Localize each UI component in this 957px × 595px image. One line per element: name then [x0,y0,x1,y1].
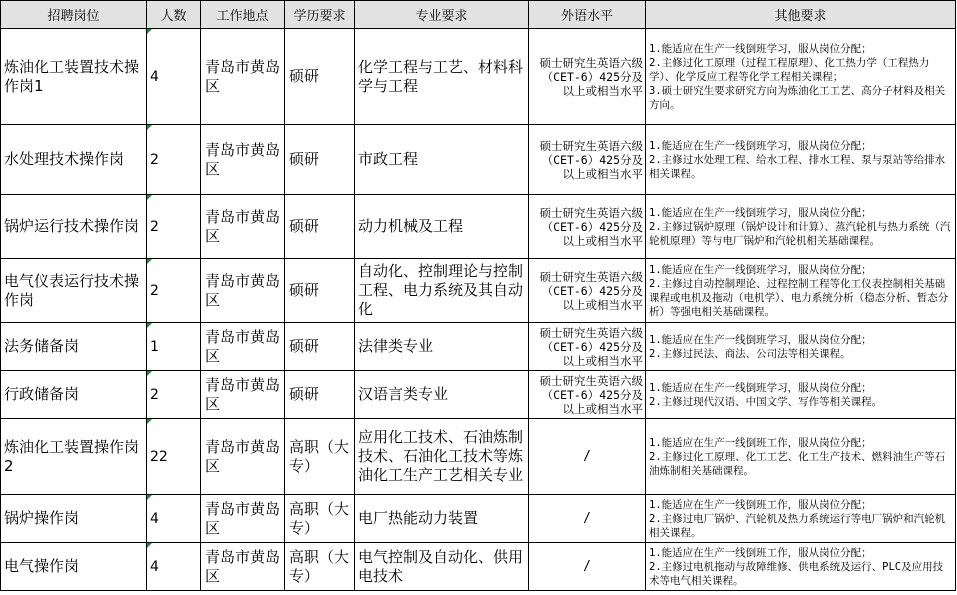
requirement-line: 1.能适应在生产一线倒班工作，服从岗位分配； [649,498,872,511]
requirement-line: 2.主修过锅炉原理（锅炉设计和计算）、蒸汽轮机与热力系统（汽轮机原理）等与电厂锅炉和汽轮机相关基础课程。 [649,220,951,247]
position-cell: 锅炉运行技术操作岗 [1,195,147,259]
requirement-line: 1.能适应在生产一线倒班工作，服从岗位分配； [649,436,872,449]
education-cell: 高职（大专） [285,419,355,495]
other-requirements-cell [646,259,956,323]
language-cell: 硕士研究生英语六级（CET-6）425分及以上或相当水平 [529,195,646,259]
major-cell: 汉语言类专业 [355,371,529,419]
requirement-line: 1.能适应在生产一线倒班学习，服从岗位分配； [649,42,872,55]
position-cell: 水处理技术操作岗 [1,125,147,195]
count-cell: 1 [147,323,201,371]
major-cell: 化学工程与工艺、材料科学与工程 [355,29,529,125]
count-cell: 22 [147,419,201,495]
header-location: 工作地点 [201,1,285,29]
location-cell: 青岛市黄岛区 [201,125,285,195]
education-cell: 硕研 [285,125,355,195]
education-cell: 硕研 [285,195,355,259]
requirement-line: 1.能适应在生产一线倒班学习，服从岗位分配； [649,333,872,346]
requirement-line: 2.主修过化工原理、化工工艺、化工生产技术、燃料油生产等石油炼制相关基础课程。 [649,450,946,477]
major-cell: 法律类专业 [355,323,529,371]
table-row [1,419,956,495]
count-cell: 4 [147,29,201,125]
header-position: 招聘岗位 [1,1,147,29]
language-cell: 硕士研究生英语六级（CET-6）425分及以上或相当水平 [529,371,646,419]
language-cell: / [529,419,646,495]
education-cell: 硕研 [285,371,355,419]
header-other: 其他要求 [646,1,956,29]
count-cell: 4 [147,543,201,591]
requirement-line: 2.主修过自动控制理论、过程控制工程等化工仪表控制相关基础课程或电机及拖动（电机学）、电力系统分析（稳态分析、暂态分析）等强电相关基础课程。 [649,277,949,318]
table-row [1,495,956,543]
other-requirements-cell [646,195,956,259]
requirement-line: 1.能适应在生产一线倒班学习，服从岗位分配； [649,381,872,394]
other-requirements-cell [646,419,956,495]
header-row [1,1,956,29]
requirement-line: 2.主修过电厂锅炉、汽轮机及热力系统运行等电厂锅炉和汽轮机相关课程。 [649,512,946,539]
table-row [1,323,956,371]
header-language: 外语水平 [529,1,646,29]
count-cell: 2 [147,371,201,419]
education-cell: 高职（大专） [285,543,355,591]
other-requirements-cell [646,29,956,125]
table-row [1,259,956,323]
other-requirements-cell [646,125,956,195]
requirement-line: 2.主修过水处理工程、给水工程、排水工程、泵与泵站等给排水相关课程。 [649,153,946,180]
position-cell: 电气仪表运行技术操作岗 [1,259,147,323]
header-education: 学历要求 [285,1,355,29]
position-cell: 法务储备岗 [1,323,147,371]
location-cell: 青岛市黄岛区 [201,495,285,543]
position-cell: 炼油化工装置操作岗2 [1,419,147,495]
requirement-line: 2.主修过民法、商法、公司法等相关课程。 [649,347,851,360]
language-cell: 硕士研究生英语六级（CET-6）425分及以上或相当水平 [529,259,646,323]
table-row [1,543,956,591]
table-row [1,195,956,259]
position-cell: 电气操作岗 [1,543,147,591]
count-cell: 2 [147,125,201,195]
location-cell: 青岛市黄岛区 [201,419,285,495]
requirement-line: 1.能适应在生产一线倒班工作，服从岗位分配； [649,546,872,559]
position-cell: 炼油化工装置技术操作岗1 [1,29,147,125]
requirement-line: 2.主修过电机拖动与故障维修、供电系统及运行、PLC及应用技术等电气相关课程。 [649,560,944,587]
count-cell: 4 [147,495,201,543]
table-row [1,371,956,419]
requirement-line: 1.能适应在生产一线倒班学习，服从岗位分配； [649,263,872,276]
major-cell: 自动化、控制理论与控制工程、电力系统及其自动化 [355,259,529,323]
education-cell: 硕研 [285,29,355,125]
education-cell: 高职（大专） [285,495,355,543]
language-cell: 硕士研究生英语六级（CET-6）425分及以上或相当水平 [529,29,646,125]
language-cell: 硕士研究生英语六级（CET-6）425分及以上或相当水平 [529,125,646,195]
table-row [1,125,956,195]
major-cell: 市政工程 [355,125,529,195]
requirement-line: 1.能适应在生产一线倒班学习，服从岗位分配； [649,139,872,152]
requirement-line: 2.主修过化工原理（过程工程原理）、化工热力学（工程热力学）、化学反应工程等化学工程相关课程； [649,56,930,83]
count-cell: 2 [147,195,201,259]
language-cell: 硕士研究生英语六级（CET-6）425分及以上或相当水平 [529,323,646,371]
requirement-line: 1.能适应在生产一线倒班学习，服从岗位分配； [649,206,872,219]
other-requirements-cell [646,495,956,543]
location-cell: 青岛市黄岛区 [201,29,285,125]
other-requirements-cell [646,543,956,591]
major-cell: 电厂热能动力装置 [355,495,529,543]
table-row [1,29,956,125]
education-cell: 硕研 [285,259,355,323]
location-cell: 青岛市黄岛区 [201,195,285,259]
header-count: 人数 [147,1,201,29]
education-cell: 硕研 [285,323,355,371]
count-cell: 2 [147,259,201,323]
location-cell: 青岛市黄岛区 [201,323,285,371]
position-cell: 锅炉操作岗 [1,495,147,543]
language-cell: / [529,543,646,591]
header-major: 专业要求 [355,1,529,29]
language-cell: / [529,495,646,543]
requirement-line: 2.主修过现代汉语、中国文学、写作等相关课程。 [649,395,883,408]
location-cell: 青岛市黄岛区 [201,543,285,591]
other-requirements-cell [646,323,956,371]
major-cell: 动力机械及工程 [355,195,529,259]
major-cell: 应用化工技术、石油炼制技术、石油化工技术等炼油化工生产工艺相关专业 [355,419,529,495]
major-cell: 电气控制及自动化、供用电技术 [355,543,529,591]
requirement-line: 3.硕士研究生要求研究方向为炼油化工工艺、高分子材料及相关方向。 [649,84,946,111]
location-cell: 青岛市黄岛区 [201,259,285,323]
position-cell: 行政储备岗 [1,371,147,419]
location-cell: 青岛市黄岛区 [201,371,285,419]
other-requirements-cell [646,371,956,419]
